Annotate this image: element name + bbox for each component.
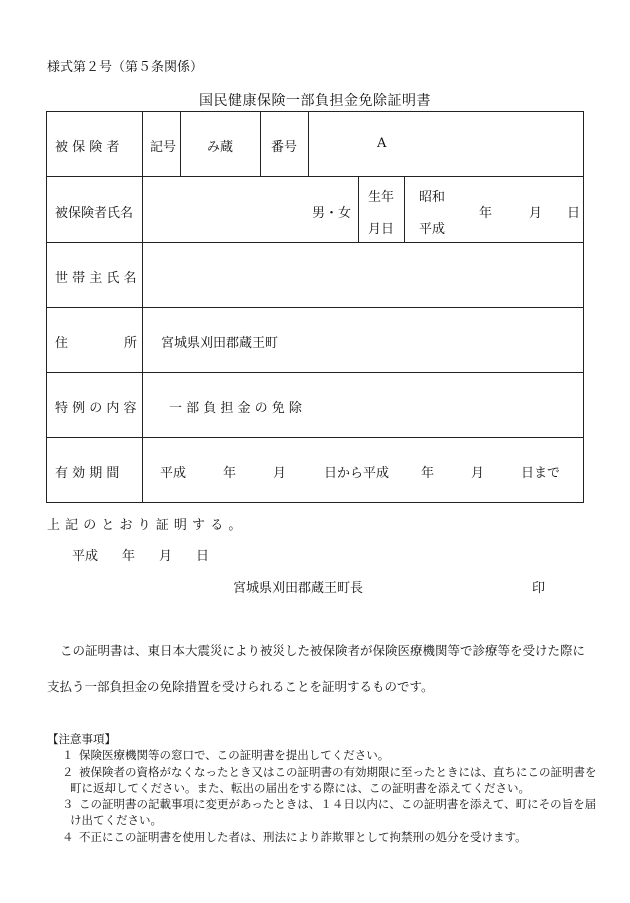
note-number-1: １ — [62, 748, 74, 762]
householder-name-label: 世 帯 主 氏 名 — [55, 271, 137, 286]
address-label-right: 所 — [124, 336, 138, 351]
special-content-value: 一 部 負 担 金 の 免 除 — [169, 401, 302, 416]
seal-mark: 印 — [532, 581, 546, 596]
gender-selection: 男・女 — [312, 206, 352, 221]
validity-start-era: 平成 — [160, 466, 187, 481]
birth-year-unit: 年 — [479, 206, 493, 221]
certification-date-month: 月 — [159, 549, 173, 564]
era-showa: 昭和 — [419, 190, 446, 205]
form-number: 様式第２号（第５条関係） — [47, 60, 204, 75]
validity-period-label: 有 効 期 間 — [55, 466, 120, 481]
birth-label-top: 生年 — [368, 190, 395, 205]
note-number-4: ４ — [62, 830, 74, 844]
address-label-left: 住 — [55, 336, 69, 351]
row-divider — [47, 176, 583, 177]
kigo-value: み蔵 — [207, 140, 234, 155]
validity-end-month: 月 — [471, 466, 485, 481]
birth-day-unit: 日 — [567, 206, 581, 221]
notes-heading: 【注意事項】 — [47, 732, 116, 746]
insured-label: 被 保 険 者 — [55, 140, 120, 155]
row-divider — [47, 437, 583, 438]
certification-statement: 上 記 の と お り 証 明 す る 。 — [47, 518, 242, 533]
certification-date-year: 年 — [122, 549, 136, 564]
note-number-3: ３ — [62, 797, 74, 811]
note-number-2: ２ — [62, 765, 74, 779]
note-3-line-1: この証明書の記載事項に変更があったときは、１４日以内に、この証明書を添えて、町にその旨を届 — [79, 797, 597, 811]
certification-date-day: 日 — [196, 549, 210, 564]
note-2-line-1: 被保険者の資格がなくなったとき又はこの証明書の有効期限に至ったときには、直ちにこの証明書を — [79, 765, 597, 779]
validity-end-text: 日まで — [521, 466, 561, 481]
cell-divider — [180, 112, 181, 176]
cell-divider — [308, 112, 309, 176]
validity-from-text: 日から平成 — [324, 466, 390, 481]
note-4-line-1: 不正にこの証明書を使用した者は、刑法により詐欺罪として拘禁刑の処分を受けます。 — [79, 830, 527, 844]
bango-label: 番号 — [271, 140, 298, 155]
certification-date-era: 平成 — [72, 549, 99, 564]
validity-start-year: 年 — [223, 466, 237, 481]
cell-divider — [358, 176, 359, 242]
certificate-table — [46, 111, 584, 503]
label-column-divider — [142, 112, 143, 502]
note-2-line-2: 町に返却してください。また、転出の届出をする際には、この証明書を添えてください。 — [70, 781, 530, 795]
era-heisei: 平成 — [419, 222, 446, 237]
issuer-name: 宮城県刈田郡蔵王町長 — [233, 581, 364, 596]
cell-divider — [404, 176, 405, 242]
row-divider — [47, 307, 583, 308]
explanation-line-2: 支払う一部負担金の免除措置を受けられることを証明するものです。 — [47, 679, 434, 694]
birth-label-bottom: 月日 — [368, 222, 395, 237]
address-value: 宮城県刈田郡蔵王町 — [161, 336, 279, 351]
row-divider — [47, 372, 583, 373]
birth-month-unit: 月 — [529, 206, 543, 221]
note-1-line-1: 保険医療機関等の窓口で、この証明書を提出してください。 — [79, 748, 390, 762]
row-divider — [47, 242, 583, 243]
cell-divider — [260, 112, 261, 176]
explanation-line-1: この証明書は、東日本大震災により被災した被保険者が保険医療機関等で診療等を受けた際に — [60, 643, 586, 658]
document-title: 国民健康保険一部負担金免除証明書 — [199, 93, 431, 109]
kigo-label: 記号 — [150, 140, 177, 155]
validity-end-year: 年 — [421, 466, 435, 481]
validity-start-month: 月 — [273, 466, 287, 481]
bango-value: A — [377, 136, 387, 151]
special-content-label: 特 例 の 内 容 — [55, 401, 137, 416]
note-3-line-2: け出てください。 — [70, 813, 162, 827]
insured-name-label: 被保険者氏名 — [55, 206, 134, 221]
